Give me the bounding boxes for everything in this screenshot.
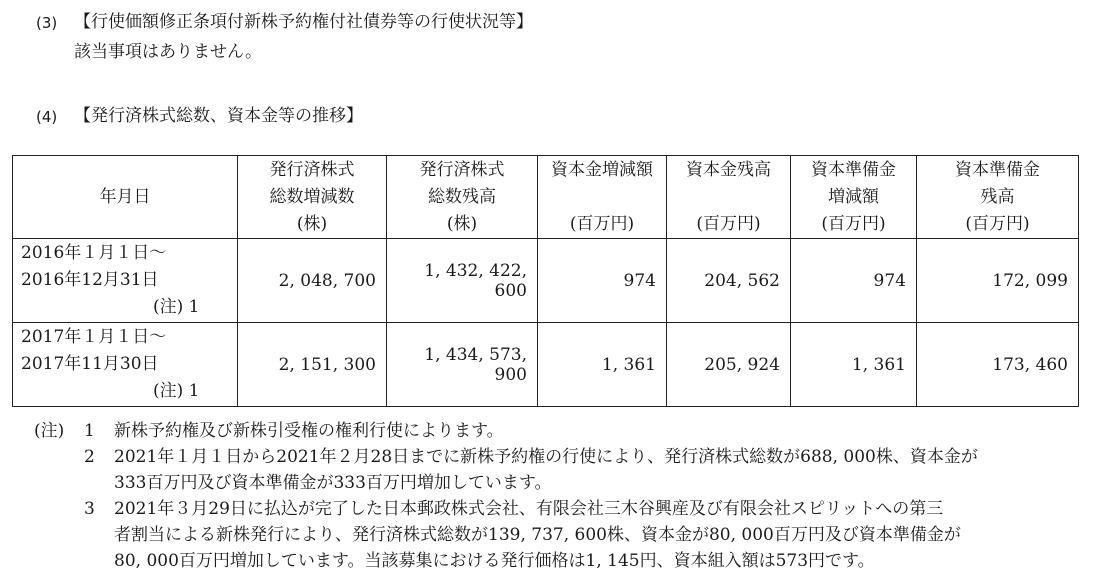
section-3-number: (3) bbox=[36, 14, 58, 32]
section-3-title: 【行使価額修正条項付新株予約権付社債券等の行使状況等】 bbox=[74, 12, 533, 32]
period-note: (注) 1 bbox=[153, 297, 200, 317]
header-text: 総数残高 bbox=[428, 186, 496, 207]
footnote-number: 2 bbox=[84, 447, 95, 467]
section-3-body: 該当事項はありません。 bbox=[74, 42, 263, 62]
header-date bbox=[13, 156, 238, 239]
header-text bbox=[538, 184, 666, 211]
header-text: 増減額 bbox=[828, 186, 879, 207]
capital-change-cell: 974 bbox=[538, 239, 667, 323]
reserve-change-cell: 974 bbox=[791, 239, 917, 323]
shares-balance-cell: 1, 434, 573, 900 bbox=[387, 323, 538, 407]
header-text: 資本準備金 bbox=[811, 159, 896, 180]
footnote-number: 3 bbox=[84, 499, 95, 519]
header-unit: (百万円) bbox=[569, 213, 635, 234]
reserve-balance-cell: 173, 460 bbox=[917, 323, 1079, 407]
footnote-number: 1 bbox=[84, 421, 95, 441]
reserve-balance-cell: 172, 099 bbox=[917, 239, 1079, 323]
share-capital-table bbox=[12, 155, 1079, 407]
footnote-line: 333百万円及び資本準備金が333百万円増加しています。 bbox=[114, 473, 552, 493]
footnote-line: 80, 000百万円増加しています。当該募集における発行価格は1, 145円、資本組入額は573円です。 bbox=[114, 551, 875, 571]
shares-change-cell: 2, 048, 700 bbox=[238, 239, 387, 323]
header-text: 残高 bbox=[980, 186, 1015, 207]
period-end: 2016年12月31日 bbox=[21, 270, 159, 290]
footnote-line: 者割当による新株発行により、発行済株式総数が139, 737, 600株、資本金が80, 000百万円及び資本準備金が bbox=[114, 525, 961, 545]
period-start: 2016年１月１日～ bbox=[21, 243, 167, 263]
footnote-line: 2021年３月29日に払込が完了した日本郵政株式会社、有限会社三木谷興産及び有限会社スピリットへの第三 bbox=[114, 499, 944, 519]
footnote-3 bbox=[34, 496, 1084, 574]
header-unit: (株) bbox=[446, 213, 478, 234]
period-start: 2017年１月１日～ bbox=[21, 327, 167, 347]
header-text: 発行済株式 bbox=[419, 159, 505, 180]
section-4-title: 【発行済株式総数、資本金等の推移】 bbox=[74, 106, 363, 126]
header-unit: (百万円) bbox=[696, 213, 761, 234]
footnote-2 bbox=[34, 444, 1084, 496]
header-shares-balance bbox=[387, 156, 538, 239]
period-note: (注) 1 bbox=[153, 381, 200, 401]
shares-change-cell: 2, 151, 300 bbox=[238, 323, 387, 407]
header-text bbox=[667, 184, 790, 211]
header-text: 総数増減数 bbox=[269, 186, 355, 207]
header-shares-change bbox=[238, 156, 387, 239]
reserve-change-cell: 1, 361 bbox=[791, 323, 917, 407]
table-row bbox=[13, 323, 1079, 407]
header-text: 資本準備金 bbox=[955, 159, 1040, 180]
header-unit: (百万円) bbox=[965, 213, 1030, 234]
period-cell bbox=[13, 323, 238, 407]
capital-change-cell: 1, 361 bbox=[538, 323, 667, 407]
header-date-label: 年月日 bbox=[99, 186, 151, 207]
header-capital-change bbox=[538, 156, 667, 239]
header-capital-balance bbox=[667, 156, 791, 239]
header-text: 資本金増減額 bbox=[551, 159, 653, 180]
header-reserve-change bbox=[791, 156, 917, 239]
header-unit: (株) bbox=[296, 213, 328, 234]
period-cell bbox=[13, 239, 238, 323]
footnote-label: (注) bbox=[34, 421, 65, 441]
capital-balance-cell: 204, 562 bbox=[667, 239, 791, 323]
header-reserve-balance bbox=[917, 156, 1079, 239]
header-text: 発行済株式 bbox=[269, 159, 355, 180]
table-header-row bbox=[13, 156, 1079, 239]
capital-balance-cell: 205, 924 bbox=[667, 323, 791, 407]
shares-balance-cell: 1, 432, 422, 600 bbox=[387, 239, 538, 323]
footnote-1 bbox=[34, 418, 1084, 444]
section-4-number: (4) bbox=[36, 108, 58, 126]
footnote-line: 2021年１月１日から2021年２月28日までに新株予約権の行使により、発行済株式総数が688, 000株、資本金が bbox=[114, 447, 978, 467]
period-end: 2017年11月30日 bbox=[21, 354, 159, 374]
table-row bbox=[13, 239, 1079, 323]
footnotes bbox=[34, 418, 1084, 574]
header-unit: (百万円) bbox=[821, 213, 886, 234]
header-text: 資本金残高 bbox=[686, 159, 771, 180]
footnote-line: 新株予約権及び新株引受権の権利行使によります。 bbox=[114, 421, 504, 441]
